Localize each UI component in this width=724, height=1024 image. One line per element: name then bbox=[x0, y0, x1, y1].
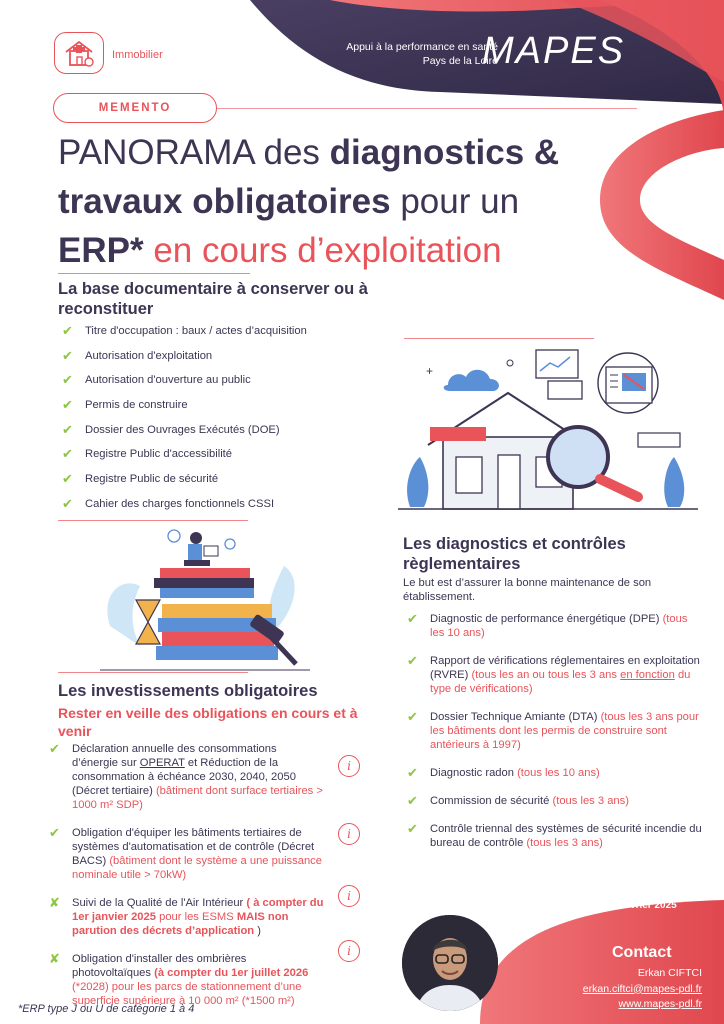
info-icon[interactable]: i bbox=[338, 940, 360, 962]
update-date: Mise à jour : février 2025 bbox=[560, 900, 677, 911]
document-item-text: Cahier des charges fonctionnels CSSI bbox=[85, 497, 275, 510]
list-item bbox=[58, 472, 388, 497]
list-item bbox=[58, 324, 388, 349]
contact-name: Erkan CIFTCI bbox=[637, 967, 702, 979]
list-item bbox=[58, 349, 388, 374]
investments-heading: Les investissements obligatoires bbox=[58, 682, 318, 700]
immobilier-logo bbox=[54, 32, 104, 74]
investments-list bbox=[45, 742, 335, 1022]
diagnostics-intro: Le but est d’assurer la bonne maintenance de son établissement. bbox=[403, 577, 652, 603]
diagnostic-item-text: Contrôle triennal des systèmes de sécurité incendie du bureau de contrôle bbox=[430, 823, 702, 849]
investment-item-text: ) bbox=[254, 925, 261, 937]
check-icon: ✔ bbox=[62, 421, 73, 437]
tagline-line-1: Appui à la performance en santé bbox=[346, 41, 498, 53]
info-icon[interactable]: i bbox=[338, 755, 360, 777]
cross-icon: ✘ bbox=[49, 951, 60, 966]
investment-item-note: (bâtiment dont surface tertiaires > 1000 m² SDP) bbox=[72, 785, 323, 811]
info-icon[interactable]: i bbox=[338, 885, 360, 907]
document-item-text: Autorisation d'ouverture au public bbox=[85, 374, 251, 387]
document-item-text: Autorisation d'exploitation bbox=[85, 349, 213, 362]
document-item-text: Registre Public de sécurité bbox=[85, 473, 219, 486]
operat-link[interactable]: OPERAT bbox=[139, 757, 185, 769]
list-item bbox=[403, 822, 703, 850]
investment-item-text: Suivi de la Qualité de l'Air Intérieur bbox=[72, 897, 247, 909]
check-icon: ✔ bbox=[62, 446, 73, 462]
header-category-label: Immobilier bbox=[112, 49, 163, 61]
check-icon: ✔ bbox=[49, 825, 60, 840]
investment-item-text: et Réduction de la consommation à échéance 2030, 2040, 2050 (Décret tertiaire) bbox=[72, 757, 296, 797]
diagnostic-item-note-link: en fonction bbox=[620, 669, 675, 681]
memento-badge: MEMENTO bbox=[53, 93, 217, 123]
list-item bbox=[58, 497, 388, 522]
check-icon: ✔ bbox=[62, 495, 73, 511]
diagnostic-item-note: du type de vérifications) bbox=[430, 669, 691, 695]
website-link[interactable]: www.mapes-pdl.fr bbox=[618, 998, 702, 1010]
diagnostic-item-note: (tous les 3 ans pour les bâtiments dont les permis de construire sont antérieurs à 1997) bbox=[430, 711, 699, 751]
person-portrait-icon bbox=[402, 915, 498, 1011]
title-part-1: PANORAMA des bbox=[58, 133, 330, 172]
diagnostic-item-note: (tous les an ou tous les 3 ans bbox=[471, 669, 621, 681]
books-reading-illustration bbox=[100, 526, 310, 674]
list-item bbox=[58, 447, 388, 472]
investment-item-emphasis: ( à compter du 1er janvier 2025 bbox=[72, 897, 324, 923]
title-part-5: ERP* bbox=[58, 231, 144, 270]
investment-item-note: pour les ESMS bbox=[155, 911, 237, 923]
diagnostic-item-text: Rapport de vérifications réglementaires en exploitation (RVRE) bbox=[430, 655, 700, 681]
contact-avatar bbox=[402, 915, 498, 1011]
list-item bbox=[403, 766, 703, 780]
check-icon: ✔ bbox=[49, 741, 60, 756]
check-icon: ✔ bbox=[407, 821, 418, 836]
check-icon: ✔ bbox=[62, 471, 73, 487]
list-item bbox=[58, 398, 388, 423]
illustration-divider bbox=[404, 338, 594, 339]
investment-item-note: (*2028) pour les parcs de stationnement d’une superficie supérieure à 10 000 m² (*1500 m²) bbox=[72, 981, 302, 1007]
document-item-text: Titre d'occupation : baux / actes d’acquisition bbox=[85, 325, 307, 337]
cross-icon: ✘ bbox=[49, 895, 60, 910]
contact-block bbox=[583, 966, 702, 1013]
investment-item-text: Obligation d'équiper les bâtiments tertiaires de systèmes d'automatisation et de contrôle (Décret BACS) bbox=[72, 827, 315, 867]
list-item bbox=[45, 896, 335, 938]
diagnostic-item-note: (tous les 10 ans) bbox=[430, 613, 688, 639]
documents-divider-top bbox=[58, 273, 250, 274]
diagnostic-item-note: (tous les 3 ans) bbox=[552, 795, 629, 807]
list-item bbox=[58, 373, 388, 398]
list-item bbox=[45, 742, 335, 812]
house-cross-icon bbox=[62, 38, 96, 68]
diagnostic-item-note: (tous les 3 ans) bbox=[526, 837, 603, 849]
list-item bbox=[403, 710, 703, 752]
investment-item-emphasis: MAIS non parution des décrets d’application bbox=[72, 911, 289, 937]
check-icon: ✔ bbox=[407, 653, 418, 668]
svg-text:+: + bbox=[426, 364, 434, 378]
title-part-2: diagnostics & bbox=[329, 133, 560, 172]
document-item-text: Dossier des Ouvrages Exécutés (DOE) bbox=[85, 423, 280, 436]
list-item bbox=[403, 794, 703, 808]
diagnostics-heading: Les diagnostics et contrôles règlementaires bbox=[403, 535, 626, 573]
investments-subheading: Rester en veille des obligations en cours et à venir bbox=[58, 705, 358, 739]
documents-heading: La base documentaire à conserver ou à reconstituer bbox=[58, 280, 368, 318]
check-icon: ✔ bbox=[407, 709, 418, 724]
check-icon: ✔ bbox=[62, 347, 73, 363]
check-icon: ✔ bbox=[407, 611, 418, 626]
title-part-4: pour un bbox=[390, 182, 520, 221]
investment-item-emphasis: (à compter du 1er juillet 2026 bbox=[154, 967, 309, 979]
document-item-text: Registre Public d'accessibilité bbox=[85, 448, 233, 461]
diagnostic-item-text: Dossier Technique Amiante (DTA) bbox=[430, 711, 601, 723]
diagnostics-list bbox=[403, 612, 703, 864]
investment-item-text: Déclaration annuelle des consommations d’énergie sur bbox=[72, 743, 277, 769]
list-item bbox=[45, 952, 335, 1008]
brand-tagline bbox=[346, 40, 498, 68]
list-item bbox=[403, 654, 703, 696]
list-item bbox=[403, 612, 703, 640]
check-icon: ✔ bbox=[407, 765, 418, 780]
info-icon[interactable]: i bbox=[338, 823, 360, 845]
documents-divider-bottom bbox=[58, 520, 248, 521]
diagnostic-item-text: Diagnostic radon bbox=[430, 767, 518, 779]
list-item bbox=[45, 826, 335, 882]
footnote: *ERP type J ou U de catégorie 1 à 4 bbox=[18, 1003, 195, 1015]
diagnostic-item-text: Diagnostic de performance énergétique (DPE) bbox=[430, 613, 663, 625]
document-item-text: Permis de construire bbox=[85, 399, 188, 412]
investment-item-text: Obligation d'installer des ombrières photovoltaïques bbox=[72, 953, 247, 979]
check-icon: ✔ bbox=[62, 397, 73, 413]
diagnostic-item-text: Commission de sécurité bbox=[430, 795, 553, 807]
check-icon: ✔ bbox=[62, 372, 73, 388]
investments-divider bbox=[58, 672, 248, 673]
contact-title: Contact bbox=[612, 944, 672, 961]
house-inspection-illustration bbox=[398, 345, 698, 515]
memento-divider bbox=[217, 108, 637, 109]
brand-logo-text: MAPES bbox=[482, 30, 626, 72]
check-icon: ✔ bbox=[62, 323, 73, 338]
list-item bbox=[58, 423, 388, 448]
tagline-line-2: Pays de la Loire bbox=[422, 55, 498, 67]
page-title bbox=[58, 128, 618, 275]
investment-item-note: (bâtiment dont le système a une puissance nominale utile > 70kW) bbox=[72, 855, 322, 881]
title-part-3: travaux obligatoires bbox=[58, 182, 391, 221]
title-part-6: en cours d’exploitation bbox=[143, 231, 502, 270]
documents-list bbox=[58, 324, 388, 522]
check-icon: ✔ bbox=[407, 793, 418, 808]
contact-email-link[interactable]: erkan.ciftci@mapes-pdl.fr bbox=[582, 982, 702, 995]
diagnostic-item-note: (tous les 10 ans) bbox=[517, 767, 600, 779]
